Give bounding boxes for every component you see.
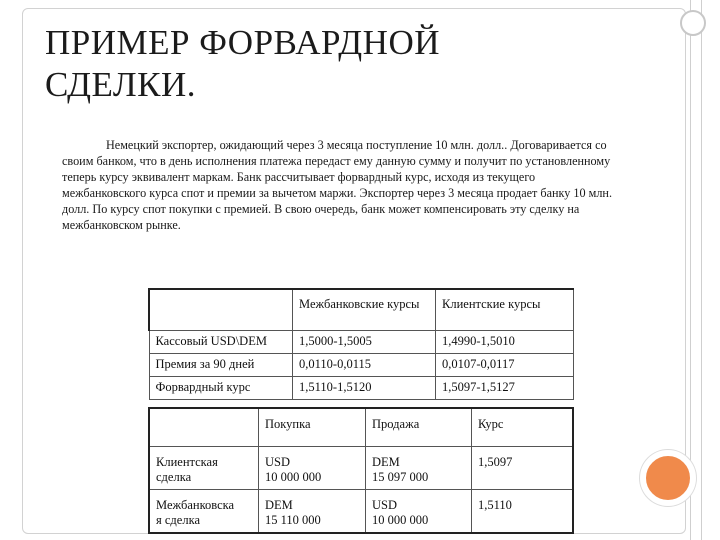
deal-buy-amount: 15 110 000 — [265, 513, 321, 527]
deal-label — [149, 447, 259, 490]
rates-client-value: 1,5097-1,5127 — [436, 377, 574, 400]
deal-sell — [366, 447, 472, 490]
deal-label-line: Межбанковска — [156, 498, 235, 512]
table-row — [149, 447, 573, 490]
decorative-rail — [690, 0, 702, 540]
rates-row-label: Кассовый USD\DEM — [149, 331, 293, 354]
rates-interbank-value: 0,0110-0,0115 — [293, 354, 436, 377]
table-row — [149, 354, 574, 377]
deal-buy-amount: 10 000 000 — [265, 470, 322, 484]
deal-label-line: я сделка — [156, 513, 201, 527]
deal-buy-currency: USD — [265, 455, 291, 469]
deal-rate: 1,5097 — [472, 447, 574, 490]
deal-sell-amount: 15 097 000 — [372, 470, 429, 484]
deal-sell-amount: 10 000 000 — [372, 513, 429, 527]
deals-header-sell: Продажа — [366, 408, 472, 447]
rates-header-interbank: Межбанковские курсы — [293, 289, 436, 331]
table-row — [149, 331, 574, 354]
deal-buy — [259, 447, 366, 490]
rates-client-value: 0,0107-0,0117 — [436, 354, 574, 377]
deals-header-row — [149, 408, 573, 447]
deal-label-line: сделка — [156, 470, 192, 484]
decorative-circle-orange — [640, 450, 696, 506]
deal-sell — [366, 490, 472, 534]
deal-buy-currency: DEM — [265, 498, 293, 512]
deal-sell-currency: USD — [372, 498, 398, 512]
rates-table — [148, 288, 574, 400]
rates-header-row — [149, 289, 574, 331]
deal-rate: 1,5110 — [472, 490, 574, 534]
title-line-1: ПРИМЕР ФОРВАРДНОЙ — [45, 23, 441, 62]
description-paragraph: Немецкий экспортер, ожидающий через 3 месяца поступление 10 млн. долл.. Договаривается со своим банком, что в день исполнения платежа передаст ему данную сумму и получит по установленному теперь курсу эквивалент маркам. Банк рассчитывает форвардный курс, исходя из текущего межбанковского курса спот и премии за вычетом маржи. Экспортер через 3 месяца продает банку 10 млн. долл. По курсу спот покупки с премией. В свою очередь, банк может компенсировать эту сделку на межбанковском рынке. — [62, 138, 613, 232]
rates-header-client: Клиентские курсы — [436, 289, 574, 331]
deal-buy — [259, 490, 366, 534]
title-line-2: СДЕЛКИ. — [45, 65, 197, 104]
rates-row-label: Премия за 90 дней — [149, 354, 293, 377]
rates-client-value: 1,4990-1,5010 — [436, 331, 574, 354]
rates-header-empty — [149, 289, 293, 331]
rates-interbank-value: 1,5000-1,5005 — [293, 331, 436, 354]
deal-sell-currency: DEM — [372, 455, 400, 469]
rates-row-label: Форвардный курс — [149, 377, 293, 400]
table-row — [149, 377, 574, 400]
deals-header-empty — [149, 408, 259, 447]
rates-interbank-value: 1,5110-1,5120 — [293, 377, 436, 400]
decorative-circle-top — [680, 10, 706, 36]
slide-title — [45, 22, 440, 106]
table-row — [149, 490, 573, 534]
deal-label-line: Клиентская — [156, 455, 218, 469]
deals-header-buy: Покупка — [259, 408, 366, 447]
deals-header-rate: Курс — [472, 408, 574, 447]
deal-label — [149, 490, 259, 534]
deals-table — [148, 407, 574, 534]
